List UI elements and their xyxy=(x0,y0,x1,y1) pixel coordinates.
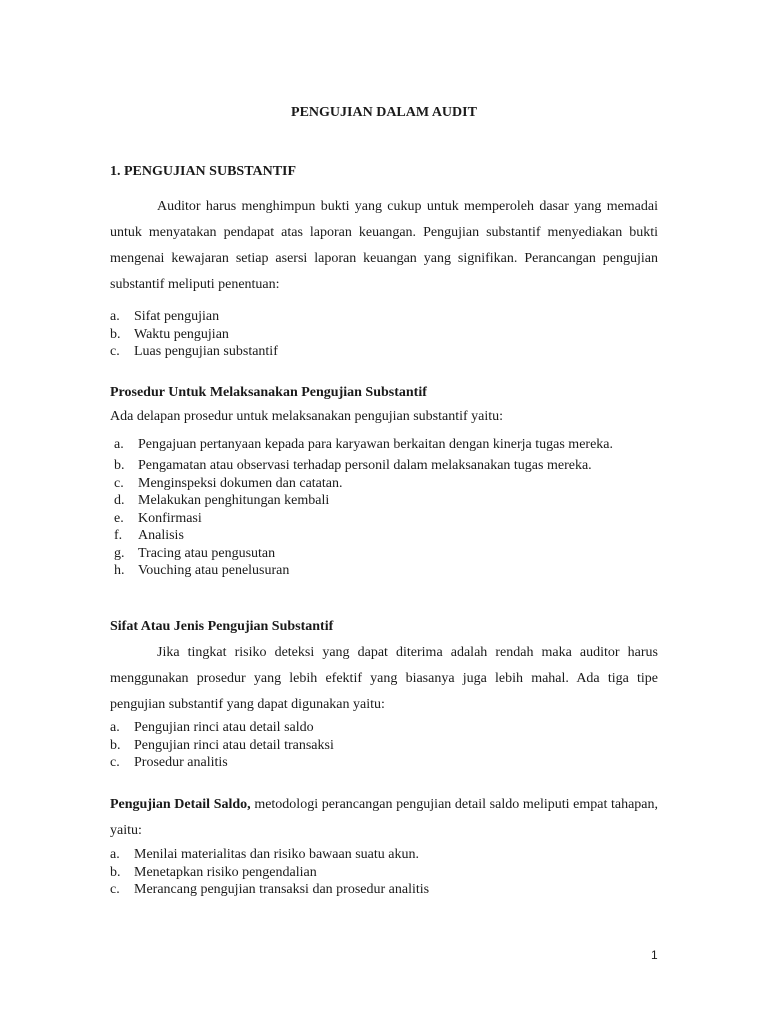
section-heading-sifat: Sifat Atau Jenis Pengujian Substantif xyxy=(110,619,334,634)
detail-list xyxy=(110,846,658,899)
sifat-paragraph: Jika tingkat risiko deteksi yang dapat diterima adalah rendah maka auditor harus menggunakan prosedur yang lebih efektif yang biasanya juga lebih mahal. Ada tiga tipe pengujian substantif yang dapat digunakan yaitu: xyxy=(110,645,658,712)
page-number: 1 xyxy=(651,948,658,962)
list-item: c. Luas pengujian substantif xyxy=(110,344,278,359)
list-item: g. Tracing atau pengusutan xyxy=(114,545,276,561)
list-item: e. Konfirmasi xyxy=(114,510,202,526)
prosedur-intro: Ada delapan prosedur untuk melaksanakan pengujian substantif yaitu: xyxy=(110,409,504,424)
list-item: a. Menilai materialitas dan risiko bawaan suatu akun. xyxy=(110,847,419,862)
section-heading-prosedur: Prosedur Untuk Melaksanakan Pengujian Substantif xyxy=(110,385,427,400)
sifat-list xyxy=(110,719,658,772)
list-item: a. Pengajuan pertanyaan kepada para karyawan berkaitan dengan kinerja tugas mereka. xyxy=(114,437,613,452)
list-item: f. Analisis xyxy=(114,528,184,543)
list-item: c. Prosedur analitis xyxy=(110,755,228,770)
prosedur-list xyxy=(110,432,658,580)
list-item: c. Menginspeksi dokumen dan catatan. xyxy=(114,475,343,491)
list-item: d. Melakukan penghitungan kembali xyxy=(114,493,330,508)
list-item: a. Sifat pengujian xyxy=(110,309,220,324)
list-item: a. Pengujian rinci atau detail saldo xyxy=(110,720,314,735)
list-item: h. Vouching atau penelusuran xyxy=(114,563,290,578)
substantif-paragraph: Auditor harus menghimpun bukti yang cukup untuk memperoleh dasar yang memadai untuk menyatakan pendapat atas laporan keuangan. Pengujian substantif menyediakan bukti mengenai kewajaran setiap asersi laporan keuangan yang signifikan. Perancangan pengujian substantif meliputi penentuan: xyxy=(110,199,658,292)
document-title: PENGUJIAN DALAM AUDIT xyxy=(291,105,477,120)
title-block xyxy=(110,102,658,124)
list-item: b. Waktu pengujian xyxy=(110,326,229,342)
section-heading-substantif: 1. PENGUJIAN SUBSTANTIF xyxy=(110,164,297,179)
detail-paragraph xyxy=(110,792,658,844)
detail-lead: Pengujian Detail Saldo, xyxy=(110,797,251,812)
list-item: b. Pengamatan atau observasi terhadap personil dalam melaksanakan tugas mereka. xyxy=(114,458,592,473)
list-item: b. Pengujian rinci atau detail transaksi xyxy=(110,737,334,753)
detail-text: metodologi perancangan pengujian detail saldo meliputi empat tahapan, yaitu: xyxy=(110,797,659,838)
list-item: c. Merancang pengujian transaksi dan prosedur analitis xyxy=(110,882,430,897)
substantif-list xyxy=(110,308,658,361)
list-item: b. Menetapkan risiko pengendalian xyxy=(110,864,317,880)
